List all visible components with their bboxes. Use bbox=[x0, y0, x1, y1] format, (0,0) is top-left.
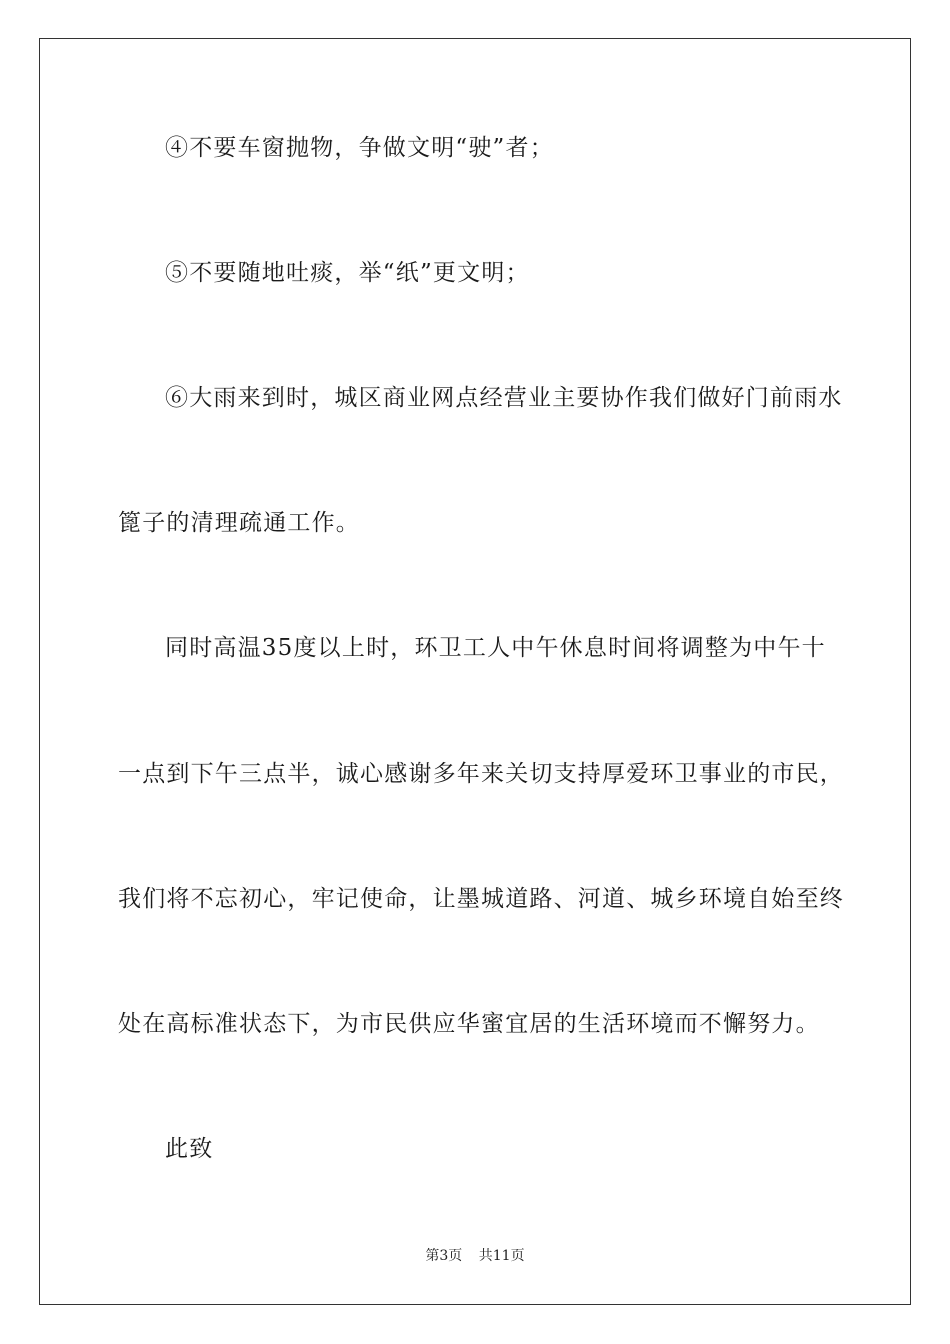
item-4-line: ④不要车窗抛物，争做文明“驶”者； bbox=[165, 135, 554, 161]
page-total: 共11页 bbox=[478, 1248, 525, 1264]
paragraph-line-3: 我们将不忘初心，牢记使命，让墨城道路、河道、城乡环境自始至终 bbox=[118, 886, 844, 912]
item-6-line: ⑥大雨来到时，城区商业网点经营业主要协作我们做好门前雨水 bbox=[165, 385, 843, 411]
paragraph-line-4: 处在高标准状态下，为市民供应华蜜宜居的生活环境而不懈努力。 bbox=[118, 1011, 820, 1037]
paragraph-line-1: 同时高温35度以上时，环卫工人中午休息时间将调整为中午十 bbox=[165, 635, 826, 661]
closing-salutation: 此致 bbox=[165, 1136, 214, 1162]
item-5-line: ⑤不要随地吐痰，举“纸”更文明； bbox=[165, 260, 530, 286]
page-footer bbox=[0, 1247, 950, 1265]
page-border bbox=[39, 38, 911, 1305]
item-6-continuation: 篦子的清理疏通工作。 bbox=[118, 510, 360, 536]
page-number: 第3页 bbox=[425, 1248, 463, 1264]
paragraph-line-2: 一点到下午三点半，诚心感谢多年来关切支持厚爱环卫事业的市民， bbox=[118, 761, 844, 787]
